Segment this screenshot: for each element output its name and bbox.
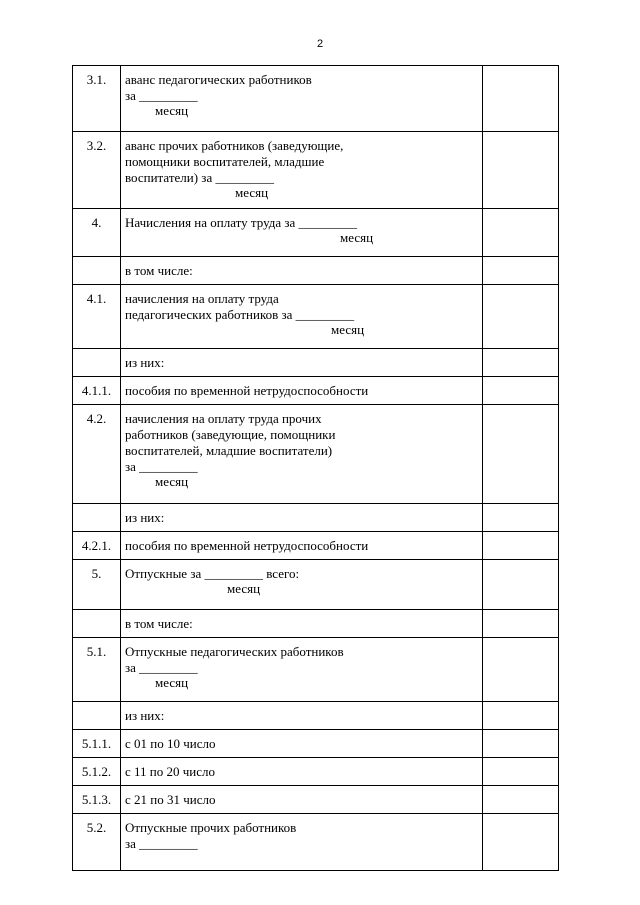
row-description xyxy=(121,504,483,532)
value-cell[interactable] xyxy=(483,638,559,702)
month-caption: месяц xyxy=(331,322,365,337)
row-description xyxy=(121,560,483,610)
table-row xyxy=(73,132,559,209)
description-line: за _________ xyxy=(125,88,198,103)
row-number: 4.2.1. xyxy=(73,532,121,560)
row-number: 4.1.1. xyxy=(73,377,121,405)
table-row xyxy=(73,702,559,730)
table-row xyxy=(73,758,559,786)
description-line: воспитателей, младшие воспитатели) xyxy=(125,443,333,458)
description-line: Отпускные прочих работников xyxy=(125,820,297,835)
description-line: в том числе: xyxy=(125,263,193,278)
description-line: с 21 по 31 число xyxy=(125,792,216,807)
report-table-body xyxy=(73,66,559,871)
table-row xyxy=(73,405,559,504)
description-line: воспитатели) за _________ xyxy=(125,170,274,185)
description-line: с 11 по 20 число xyxy=(125,764,215,779)
value-cell[interactable] xyxy=(483,758,559,786)
row-description xyxy=(121,758,483,786)
value-cell[interactable] xyxy=(483,560,559,610)
description-line: за _________ xyxy=(125,660,198,675)
value-cell[interactable] xyxy=(483,405,559,504)
row-description xyxy=(121,814,483,871)
description-line: начисления на оплату труда прочих xyxy=(125,411,322,426)
row-description xyxy=(121,405,483,504)
value-cell[interactable] xyxy=(483,377,559,405)
row-description xyxy=(121,285,483,349)
value-cell[interactable] xyxy=(483,285,559,349)
row-description xyxy=(121,786,483,814)
description-line: аванс педагогических работников xyxy=(125,72,312,87)
description-line: из них: xyxy=(125,708,165,723)
row-number: 5.1.2. xyxy=(73,758,121,786)
row-description xyxy=(121,730,483,758)
table-row xyxy=(73,610,559,638)
table-row xyxy=(73,786,559,814)
value-cell[interactable] xyxy=(483,257,559,285)
value-cell[interactable] xyxy=(483,349,559,377)
description-line: из них: xyxy=(125,355,165,370)
description-line: Отпускные за _________ всего: xyxy=(125,566,300,581)
value-cell[interactable] xyxy=(483,504,559,532)
value-cell[interactable] xyxy=(483,132,559,209)
row-number xyxy=(73,349,121,377)
value-cell[interactable] xyxy=(483,66,559,132)
value-cell[interactable] xyxy=(483,702,559,730)
description-line: в том числе: xyxy=(125,616,193,631)
report-table xyxy=(72,65,559,871)
row-number: 5.2. xyxy=(73,814,121,871)
description-line: за _________ xyxy=(125,459,198,474)
row-number xyxy=(73,610,121,638)
value-cell[interactable] xyxy=(483,209,559,257)
row-number: 3.1. xyxy=(73,66,121,132)
description-line: пособия по временной нетрудоспособности xyxy=(125,383,369,398)
row-description xyxy=(121,532,483,560)
table-row xyxy=(73,730,559,758)
description-line: Начисления на оплату труда за _________ xyxy=(125,215,358,230)
month-caption: месяц xyxy=(227,581,261,596)
month-caption: месяц xyxy=(235,185,269,200)
table-row xyxy=(73,504,559,532)
value-cell[interactable] xyxy=(483,730,559,758)
row-number: 4.2. xyxy=(73,405,121,504)
row-description xyxy=(121,638,483,702)
description-line: аванс прочих работников (заведующие, xyxy=(125,138,344,153)
value-cell[interactable] xyxy=(483,532,559,560)
month-caption: месяц xyxy=(340,230,374,245)
table-row xyxy=(73,285,559,349)
row-description xyxy=(121,209,483,257)
row-description xyxy=(121,610,483,638)
row-description xyxy=(121,702,483,730)
row-number xyxy=(73,504,121,532)
value-cell[interactable] xyxy=(483,610,559,638)
row-number xyxy=(73,702,121,730)
month-caption: месяц xyxy=(155,675,189,690)
description-line: начисления на оплату труда xyxy=(125,291,279,306)
row-number: 5.1.3. xyxy=(73,786,121,814)
row-description xyxy=(121,257,483,285)
table-row xyxy=(73,377,559,405)
row-number: 5.1. xyxy=(73,638,121,702)
row-number: 4. xyxy=(73,209,121,257)
value-cell[interactable] xyxy=(483,786,559,814)
table-row xyxy=(73,209,559,257)
table-row xyxy=(73,532,559,560)
table-row xyxy=(73,560,559,610)
row-number: 3.2. xyxy=(73,132,121,209)
description-line: с 01 по 10 число xyxy=(125,736,216,751)
description-line: Отпускные педагогических работников xyxy=(125,644,344,659)
description-line: пособия по временной нетрудоспособности xyxy=(125,538,369,553)
description-line: за _________ xyxy=(125,836,198,851)
row-number: 4.1. xyxy=(73,285,121,349)
description-line: из них: xyxy=(125,510,165,525)
value-cell[interactable] xyxy=(483,814,559,871)
row-number: 5. xyxy=(73,560,121,610)
table-row xyxy=(73,257,559,285)
table-row xyxy=(73,349,559,377)
row-number: 5.1.1. xyxy=(73,730,121,758)
table-row xyxy=(73,814,559,871)
row-description xyxy=(121,132,483,209)
row-description xyxy=(121,349,483,377)
table-row xyxy=(73,638,559,702)
table-row xyxy=(73,66,559,132)
row-number xyxy=(73,257,121,285)
page-number: 2 xyxy=(316,38,324,50)
description-line: работников (заведующие, помощники xyxy=(125,427,336,442)
description-line: педагогических работников за _________ xyxy=(125,307,355,322)
description-line: помощники воспитателей, младшие xyxy=(125,154,325,169)
row-description xyxy=(121,66,483,132)
month-caption: месяц xyxy=(155,103,189,118)
month-caption: месяц xyxy=(155,474,189,489)
row-description xyxy=(121,377,483,405)
